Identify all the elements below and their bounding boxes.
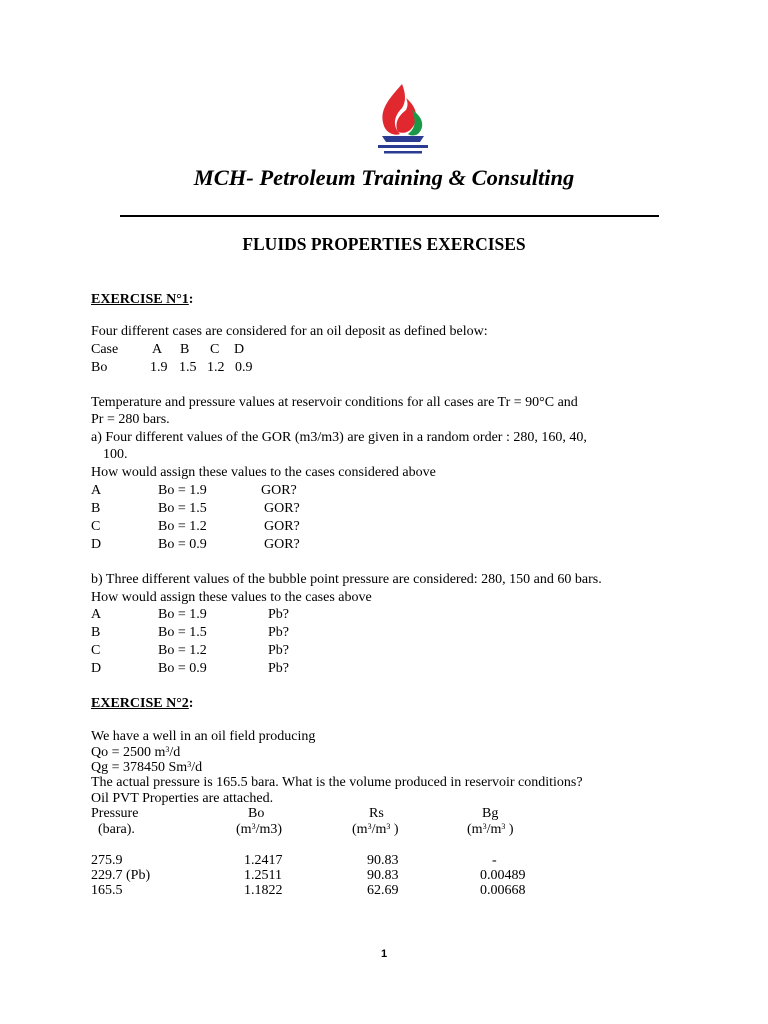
case-a: A bbox=[152, 342, 163, 357]
table-cell: 165.5 bbox=[91, 883, 123, 898]
table-header-bg: Bg bbox=[482, 806, 499, 821]
case-d: D bbox=[234, 342, 245, 357]
bo-c: 1.2 bbox=[207, 360, 225, 375]
exercise-1-heading: EXERCISE N°1: bbox=[91, 292, 194, 307]
pb-row-bo: Bo = 1.5 bbox=[158, 625, 207, 640]
pb-row-case: B bbox=[91, 625, 101, 640]
qo-line: Qo = 2500 $m^3/d$ bbox=[91, 745, 181, 760]
table-unit-bg: ($m^3/m^3$ ) bbox=[467, 822, 514, 837]
table-cell: 90.83 bbox=[367, 853, 399, 868]
gor-row-question: GOR? bbox=[261, 483, 297, 498]
table-unit-rs: ($m^3/m^3$ ) bbox=[352, 822, 399, 837]
pb-row-question: Pb? bbox=[268, 643, 289, 658]
company-logo bbox=[372, 80, 434, 158]
question-a-line-3: How would assign these values to the cases considered above bbox=[91, 465, 436, 480]
question-b-line-2: How would assign these values to the cases above bbox=[91, 590, 372, 605]
table-cell: 90.83 bbox=[367, 868, 399, 883]
page-number: 1 bbox=[380, 948, 388, 960]
table-cell: 0.00668 bbox=[480, 883, 526, 898]
bo-label: Bo bbox=[91, 360, 108, 375]
exercise-2-heading: EXERCISE N°2: bbox=[91, 696, 194, 711]
gor-row-bo: Bo = 0.9 bbox=[158, 537, 207, 552]
exercise-2-line-2: The actual pressure is 165.5 bara. What is the volume produced in reservoir conditions? bbox=[91, 775, 583, 790]
bo-d: 0.9 bbox=[235, 360, 253, 375]
table-cell: 1.2511 bbox=[244, 868, 282, 883]
table-cell: 1.1822 bbox=[244, 883, 283, 898]
gor-row-bo: Bo = 1.9 bbox=[158, 483, 207, 498]
table-cell: 62.69 bbox=[367, 883, 399, 898]
table-cell: 229.7 (Pb) bbox=[91, 868, 151, 883]
gor-row-question: GOR? bbox=[264, 519, 300, 534]
gor-row-case: D bbox=[91, 537, 102, 552]
table-cell: 275.9 bbox=[91, 853, 123, 868]
pb-row-question: Pb? bbox=[268, 625, 289, 640]
gor-row-case: C bbox=[91, 519, 101, 534]
gor-row-question: GOR? bbox=[264, 537, 300, 552]
exercise-2-line-3: Oil PVT Properties are attached. bbox=[91, 791, 274, 806]
table-header-bo: Bo bbox=[248, 806, 265, 821]
page-title: FLUIDS PROPERTIES EXERCISES bbox=[242, 234, 526, 254]
case-b: B bbox=[180, 342, 190, 357]
table-unit-bo: $(m^3/m3)$ bbox=[236, 822, 283, 837]
pb-row-case: A bbox=[91, 607, 102, 622]
conditions-line-2: Pr = 280 bars. bbox=[91, 412, 170, 427]
pb-row-bo: Bo = 1.9 bbox=[158, 607, 207, 622]
pb-row-question: Pb? bbox=[268, 661, 289, 676]
pb-row-case: D bbox=[91, 661, 102, 676]
table-cell: 1.2417 bbox=[244, 853, 283, 868]
bo-a: 1.9 bbox=[150, 360, 168, 375]
pb-row-bo: Bo = 1.2 bbox=[158, 643, 207, 658]
case-c: C bbox=[210, 342, 220, 357]
exercise-2-line-1: We have a well in an oil field producing bbox=[91, 729, 316, 744]
gor-row-bo: Bo = 1.5 bbox=[158, 501, 207, 516]
pb-row-case: C bbox=[91, 643, 101, 658]
company-name: MCH- Petroleum Training & Consulting bbox=[193, 165, 575, 190]
bo-b: 1.5 bbox=[179, 360, 197, 375]
question-b-line-1: b) Three different values of the bubble point pressure are considered: 280, 150 and 60 bars. bbox=[91, 572, 602, 587]
cases-label: Case bbox=[91, 342, 119, 357]
table-header-rs: Rs bbox=[369, 806, 384, 821]
gor-row-case: A bbox=[91, 483, 102, 498]
qg-line: Qg = 378450 Sm$^3$/d bbox=[91, 760, 203, 775]
gor-row-question: GOR? bbox=[264, 501, 300, 516]
pb-row-question: Pb? bbox=[268, 607, 289, 622]
table-cell: - bbox=[492, 853, 497, 868]
gor-row-case: B bbox=[91, 501, 101, 516]
conditions-line-1: Temperature and pressure values at reservoir conditions for all cases are Tr = 90°C and bbox=[91, 395, 578, 410]
pb-row-bo: Bo = 0.9 bbox=[158, 661, 207, 676]
exercise-1-intro: Four different cases are considered for an oil deposit as defined below: bbox=[91, 324, 488, 339]
question-a-line-1: a) Four different values of the GOR (m3/m3) are given in a random order : 280, 160, 40, bbox=[91, 430, 587, 445]
question-a-line-2: 100. bbox=[103, 447, 128, 462]
table-header-pressure: Pressure bbox=[91, 806, 139, 821]
header-divider bbox=[120, 215, 659, 217]
table-cell: 0.00489 bbox=[480, 868, 526, 883]
gor-row-bo: Bo = 1.2 bbox=[158, 519, 207, 534]
table-unit-pressure: (bara). bbox=[98, 822, 135, 837]
